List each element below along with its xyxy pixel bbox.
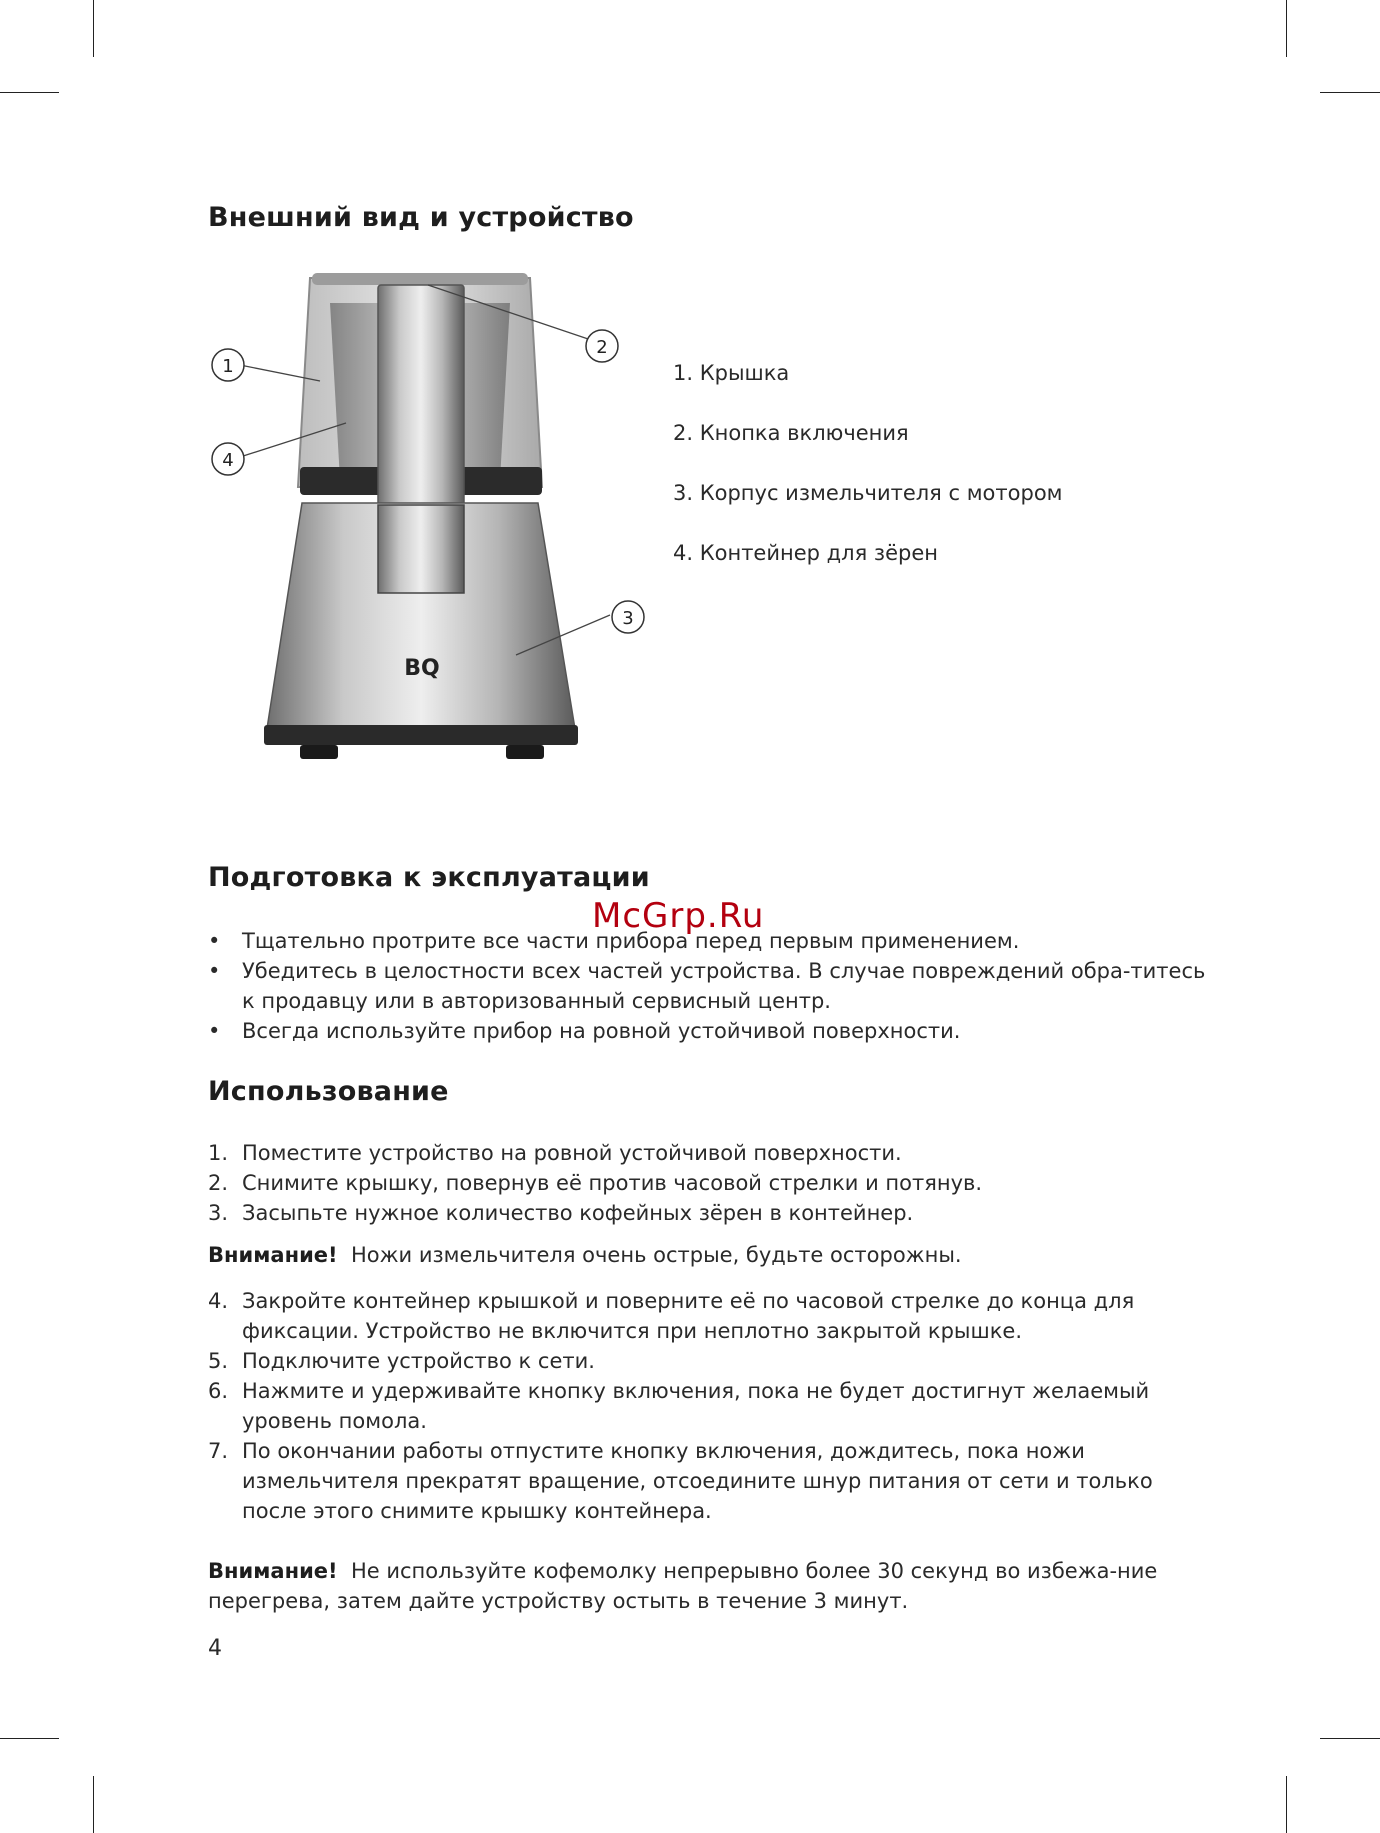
- callout-1: [212, 349, 244, 381]
- crop-mark: [1286, 1776, 1287, 1833]
- list-item: 3. Засыпьте нужное количество кофейных зёрен в контейнер.: [208, 1201, 914, 1225]
- lid-top: [312, 273, 528, 285]
- section-title-preparation: Подготовка к эксплуатации: [208, 862, 650, 893]
- warning-note: Внимание! Ножи измельчителя очень острые, будьте осторожны.: [208, 1243, 962, 1267]
- list-item: 2. Снимите крышку, повернув её против часовой стрелки и потянув.: [208, 1171, 983, 1195]
- foot-right: [506, 745, 544, 759]
- crop-mark: [0, 1738, 59, 1739]
- warning-note: Внимание! Не используйте кофемолку непрерывно более 30 секунд во избежа-ние перегрева, затем дайте устройству остыть в течение 3 минут.: [208, 1559, 1158, 1613]
- section-title-usage: Использование: [208, 1076, 449, 1107]
- list-item: 5. Подключите устройство к сети.: [208, 1349, 595, 1373]
- list-item: 1. Поместите устройство на ровной устойчивой поверхности.: [208, 1141, 902, 1165]
- list-item: • Всегда используйте прибор на ровной устойчивой поверхности.: [208, 1019, 961, 1043]
- watermark: McGrp.Ru: [592, 896, 765, 936]
- base-ring: [264, 725, 578, 745]
- preparation-list: [208, 926, 1208, 1046]
- svg-text:4: 4: [222, 450, 234, 471]
- svg-text:2: 2: [596, 337, 608, 358]
- coffee-grinder-diagram: [200, 255, 670, 805]
- crop-mark: [1320, 1738, 1380, 1739]
- list-item: 6. Нажмите и удерживайте кнопку включения, пока не будет достигнут желаемый уровень помола.: [208, 1379, 1150, 1433]
- usage-steps-a: [208, 1138, 1208, 1228]
- list-item: 4. Закройте контейнер крышкой и поверните её по часовой стрелке до конца для фиксации. Устройство не включится при неплотно закрытой крышке.: [208, 1289, 1135, 1343]
- part-item: 2. Кнопка включения: [673, 421, 909, 445]
- crop-mark: [93, 1776, 94, 1833]
- callout-3: [612, 601, 644, 633]
- part-item: 3. Корпус измельчителя с мотором: [673, 481, 1063, 505]
- list-item: • Тщательно протрите все части прибора перед первым применением.: [208, 929, 1020, 953]
- crop-mark: [1286, 0, 1287, 57]
- crop-mark: [1320, 92, 1380, 93]
- part-item: 4. Контейнер для зёрен: [673, 541, 938, 565]
- brand-logo: BQ: [404, 656, 440, 681]
- svg-text:3: 3: [622, 608, 634, 629]
- section-title-appearance: Внешний вид и устройство: [208, 202, 634, 233]
- usage-steps-b: [208, 1286, 1208, 1526]
- parts-list: [673, 358, 1063, 598]
- foot-left: [300, 745, 338, 759]
- crop-mark: [93, 0, 94, 57]
- list-item: • Убедитесь в целостности всех частей устройства. В случае повреждений обра-титесь к продавцу или в авторизованный сервисный центр.: [208, 959, 1206, 1013]
- svg-text:1: 1: [222, 356, 234, 377]
- callout-4: [212, 443, 244, 475]
- page-number: 4: [208, 1636, 222, 1661]
- list-item: 7. По окончании работы отпустите кнопку включения, дождитесь, пока ножи измельчителя прекратят вращение, отсоедините шнур питания от сети и только после этого снимите крышку контейнера.: [208, 1439, 1153, 1523]
- crop-mark: [0, 92, 59, 93]
- part-item: 1. Крышка: [673, 361, 790, 385]
- power-button-lower: [378, 505, 464, 593]
- callout-2: [586, 330, 618, 362]
